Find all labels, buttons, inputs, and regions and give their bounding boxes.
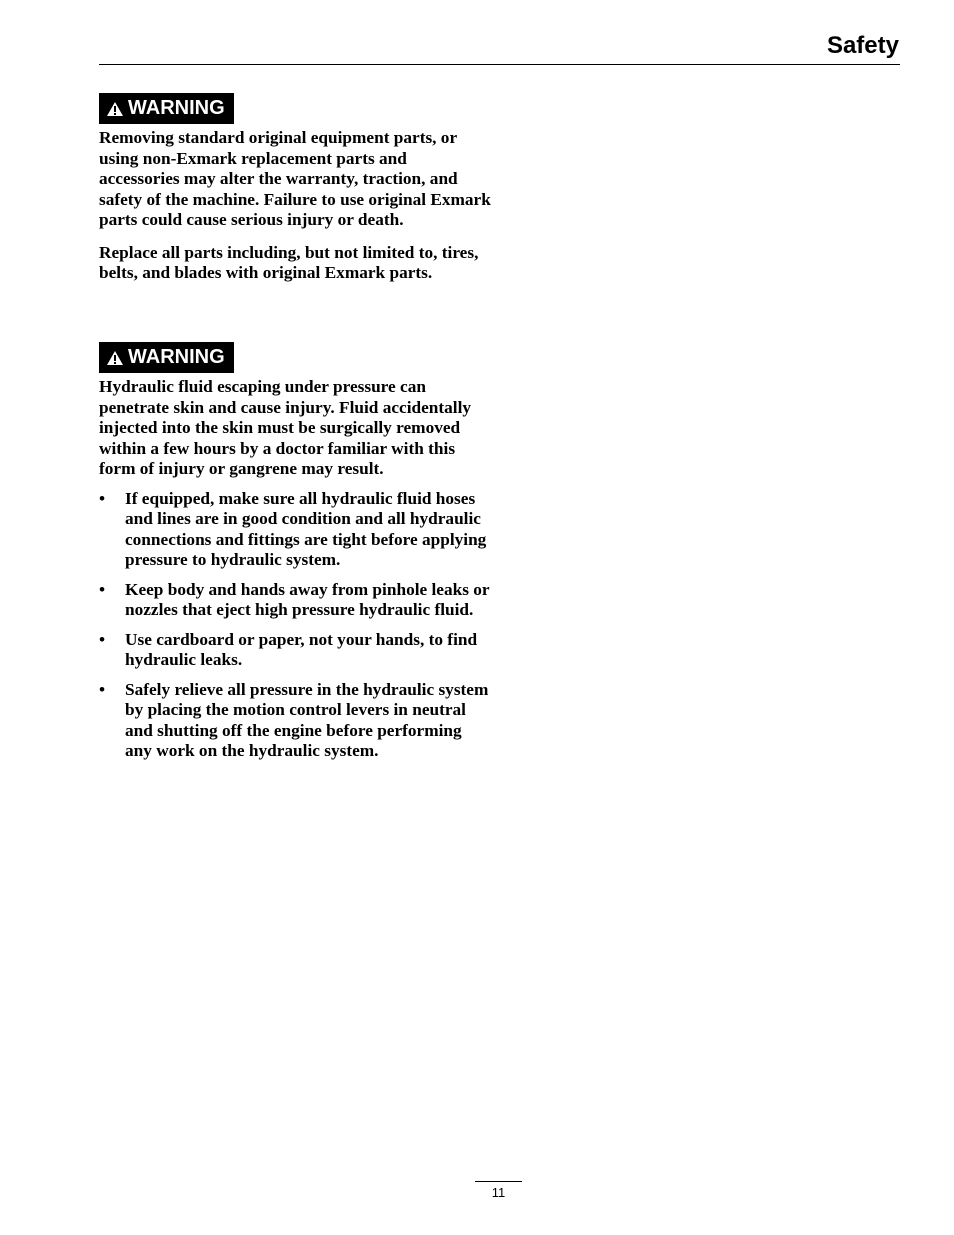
warning-paragraph: Removing standard original equipment parts, or using non-Exmark replacement parts and accessories may alter the warranty, traction, and safety of the machine. Failure to use original Exmark parts could cause serious injury or death. [99, 128, 491, 229]
footer-rule [475, 1181, 522, 1182]
warning-triangle-icon [106, 350, 124, 366]
list-item [99, 580, 491, 621]
header-rule [99, 64, 900, 65]
page-number: 11 [491, 1185, 506, 1200]
warning-block-hydraulic [99, 342, 491, 771]
warning-label-text: WARNING [128, 346, 225, 369]
list-item-text: Use cardboard or paper, not your hands, to find hydraulic leaks. [125, 629, 478, 669]
bullet-mark: • [99, 488, 106, 508]
warning-label-text: WARNING [128, 97, 225, 120]
list-item [99, 489, 491, 571]
bullet-list [99, 489, 491, 762]
list-item-text: If equipped, make sure all hydraulic fluid hoses and lines are in good condition and all hydraulic connections and fittings are tight before applying pressure to hydraulic system. [125, 488, 487, 569]
list-item-text: Safely relieve all pressure in the hydraulic system by placing the motion control levers in neutral and shutting off the engine before performing any work on the hydraulic system. [125, 679, 489, 760]
warning-paragraph: Replace all parts including, but not limited to, tires, belts, and blades with original Exmark parts. [99, 242, 479, 282]
section-title: Safety [826, 32, 899, 59]
warning-triangle-icon [106, 101, 124, 117]
warning-paragraph: Hydraulic fluid escaping under pressure can penetrate skin and cause injury. Fluid accidentally injected into the skin must be surgically removed within a few hours by a doctor familiar with this form of injury or gangrene may result. [99, 377, 472, 478]
warning-label [99, 93, 234, 124]
bullet-mark: • [99, 629, 106, 649]
bullet-mark: • [99, 579, 106, 599]
list-item-text: Keep body and hands away from pinhole leaks or nozzles that eject high pressure hydraulic fluid. [125, 579, 490, 619]
list-item [99, 680, 491, 762]
warning-label [99, 342, 234, 373]
warning-block-parts [99, 93, 491, 296]
bullet-mark: • [99, 679, 106, 699]
list-item [99, 630, 491, 671]
